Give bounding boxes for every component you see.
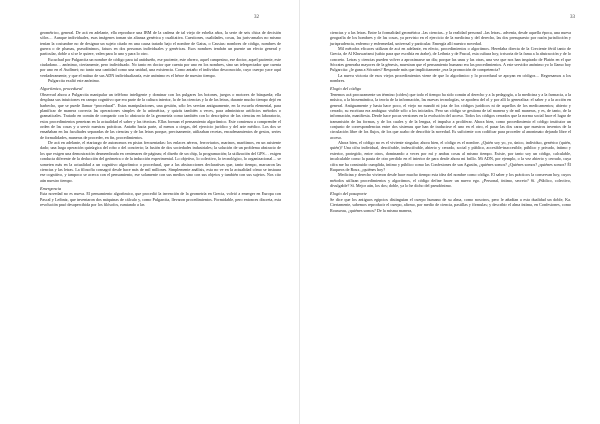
paragraph: La nueva victoria de esos viejos procedimientos viene de que lo algorítmico y lo procedural se apoyan en códigos… Regresamos a los nombres.: [330, 72, 571, 84]
section-heading: Elogio del código: [330, 86, 362, 92]
page-number: 32: [254, 15, 259, 20]
paragraph: ciencias y a las letras. Entre la formalidad geométrica –las ciencias– y la realidad personal –las letras– advenía, desde aquella época, una nueva geografía de los hombres y de las cosas, ya previsto en el ejercicio de la medicina y del derecho, las dos presupuesto por razón jurisdicción y jurisprudencia, enfermo y enfermedad, universal y particular. Emergía allí nuestro novedad.: [330, 30, 571, 46]
paragraph: Observad ahora a Pulgarcita manipular un teléfono inteligente y dominar con los pulgares los botones, juegos o motores de búsqueda; ella desplaza sus intuiciones en campo cognitivo que era parte de la cultura interior, la de las ciencias y la de las letras, durante mucho tiempo dejó en barbecho, que se puede llamar “procedural”. Estas manipulaciones, una gestión, sólo les servían antiguamente, en la escuela elemental, para planificar de manera correcta las operaciones simples de la aritmética, y quizás también a veces, para administrar artificios métodos o gramaticales. Tratado en común de compartir con lo abstracto de la geometría como también con lo descriptivo de las ciencias en laboratorio, estos procedimientos penetran en la actualidad el saber y las técnicas. Ellas forman el pensamiento algorítmico. Este comienza a comprender el orden de las cosas y a servir nuestras prácticas. Antaño hacia parte, al menos a ciegas, del ejercicio jurídico y del arte médico. Los dos se ensañaban en las facultades separadas de las ciencias y de las letras porque, precisamente, utilizaban recetas, encadenamientos de gestos, series de formalidades, maneras de proceder, en fin, procedimientos.: [40, 92, 281, 140]
section-heading: Emergencia: [40, 185, 62, 191]
page-number: 33: [570, 15, 575, 20]
paragraph: De acá en adelante, el etariazgo de autonomos en pistas frecuentadas: los enlaces aéreos, ferroviarios, marinos, marítimos, en un asistente dado; una larga operación quirúrgica del robo o del concierto; la fusión de dos sociedades industriales; la solución de un problema abstracto de los que exigen una demostración desmembrada en centenares de páginas; el diseño de un chip, la programación; la utilización del GPS… exigen conducta diferente de la deducción del geómetra o de la inducción experimental. Lo objetivo, lo colectivo, lo tecnológico, lo organizacional… se someten más en la actualidad a un cognitivo algorítmico o procedural, que a las abstracciones declarativas que, tanto tiempo, marcaron las ciencias y las letras. La filosofía consagró desde hace más de mil millones. Simplemente análisis, esta no ve en la actualidad cómo se instaura ese cognitivo, y tampoco se acerca con el pensamiento, ese solamente con sus medios sino con sus objetos y también con sus sujetos. Nos cito aún nuestro tiempo.: [40, 140, 281, 183]
paragraph: Escuchad por Pulgarcita un nombre de código para tal antidueño, ese paciente, este obrero, aquel campesino, ese doctor, aquel paciente, este ciudadano… anónimo, ciertamente, pero individuado. No tanto en doctor que cuenta por uno en los nombres, sino un telespectador que cuenta por uno en el Audímet; no tanto una cantidad como una unidad, una existencia. Como antaño el individuo desconocido, cuyo cuerpo yace aquí verdaderamente, y que el mútuo de sus ADN individualizaría, este anónimo es el héroe de nuestro tiempo.: [40, 56, 281, 78]
paragraph: Tenemos acá procuramente un término (códex) que todo el tiempo ha sido común al derecho y a la pedagogía, a la medicina y a la farmacia, a la música, a la biosemántica, la teoría de la información, las nuevas tecnologías, se apodera del ol y por allí lo generaliza: el saber y a la acción en general. Antiguamente y hasta hace poco, el viejo no mandó ni jota de los códigos jurídicos ni de aquellos de los medicamentos; abierto y cerrado, su escritura era ambigua: visible sólo a los iniciados. Pero un código se gestiona de tal manera y de mil maneras, y es, de tanto, de la información, manifiesta. Desde hace pocas versiones en la evolución del acceso. Todos los códigos cerrados que la norma social hace el lugar de transmisión de las formas, y de los cuales y de la lengua, el impulso a proliferar. Ahora bien, como procedimiento el código institutor un conjunto de correspondencias entre dos sistemas que han de traducirse el uno en el otro, el pasar las dos caras que nuestros inventos de la circulación libre de los flujos, de los que acabo de describir la novedad. Es suficiente con codificar para proceder al anonimato dejando libre el acceso.: [330, 92, 571, 140]
paragraph: Pulgarcita exaltó este anónimo.: [48, 78, 100, 84]
paragraph: Ahora bien, el código no es el viviente singular; ahora bien, el código es el nombre. ¿Quién soy yo, yo, único, individuo, genérico (quién, quién)? Una cifra individual, descifrable, indescifrable, abierto y cerrado, social y público, accesible-inaccesible, público y privado, íntimo y exterior, protegido, entre otros, dominando a veces por mí y ambas cosas al mismo tiempo. Existe, por tanto soy un código, calculable, incalculable como la pauta de otro perdido en el interior de para desde ahora mi brillo. Mi ADN, por ejemplo, o la vez abierto y cerrado, cuya cifra me ha construido cumplida, íntimo y público como las Confesiones de san Agustín, ¿quiénes somos? ¿Quiénes somos? ¿quiénes somos? Él Ruqueos de Roux, ¿quiénes hoy?: [330, 140, 571, 172]
text-column: [40, 30, 281, 208]
text-column: [330, 30, 571, 213]
section-heading: Algorítmico, procedural: [40, 86, 83, 92]
right-page: [300, 0, 600, 424]
paragraph: geométrico, general. De acá en adelante, ella reproduce una IBM de la cadena de tal viejo de esbelta años, la serie de seis chica de decisión sólos… Aunque individuales, esas imágenes toman sin alianza genérica y cualitativa. Cuestiones, cualidades, cosas, las juris-amalos no mismo tenían la costumbre no de designar un sujeto citado en una causa tratado bajo el nombre de Gaius, o Cassius: nombres de código, nombres de guerra o de plumas, pseudónimos, fatuos en dos personas individuales y genéricas. Esos nombres tendrán un puente un efecto general y particular, doble a sí se le quiere, valen para lo uno y para lo otro.: [40, 30, 281, 57]
paragraph: Medicina y derecho vivieron desde hace mucho tiempo esta idea del nombre como código. El saber y los prácticos la conservan hoy, cuyos métodos utilizan procedimientos y algoritmos, el código define hacer un nuevo ego. ¿Personal, íntimo, secreto? Sí. ¿Público, colectivo, divulgable? Sí. Mejor aún, los dos; doble, ya lo he dicho del pseudónimo.: [330, 172, 571, 188]
paragraph: Mil métodos eficaces utilizan de acá en adelante, en efecto, procedimientos o algoritmos. Heredaba directa de la Creciente fértil tanto de Grecia, de Al Khuwarizmi (sabio para que escribía en árabe), de Leibniz y de Pascal, esta cultura hoy, irrisoria de la fama a la abstracción y de lo concreto. Letras y ciencias pueden volver a aproximarse un día; porque las unas y las otras, una vez que nos han inspirado de Platón en el que Sócrates generaba mayores de la génesis, muestran que el pensamiento humano era las procedimientos. A este servidor anónimo yo lo llamo hoy Pulgarcita: ¿le gana a Sócrates? Responde más que implícitamente ¿era la promoción de competencia?: [330, 46, 571, 73]
paragraph: Esta novedad no es nueva. El pensamiento algorítmico, que procedió la invención de la geometría en Grecia, volvió a emerger en Europa con Pascal y Leibniz, que inventaron dos máquinas de cálculo y, como Pulgarcita, llevaron procedimientos. Formidable, pero entonces discreta, esta revolución pasó desapercibida por los filósofos, rumiando a las: [40, 191, 281, 208]
paragraph: Se dice que los antiguos egipcios distinguían el cuerpo humano de su alma, como nosotros, pero le añadían a esta dualidad un doble, Ka. Ciertamente, sabemos reproducir el cuerpo, afirmo, por medio de ciencia, pastillas y fórmulas; y describir el alma íntima, en Confesiones, como Rousseau, ¿quiénes somos? De la misma manera,: [330, 196, 571, 213]
section-heading: Elogio del pasaporte: [330, 191, 367, 197]
